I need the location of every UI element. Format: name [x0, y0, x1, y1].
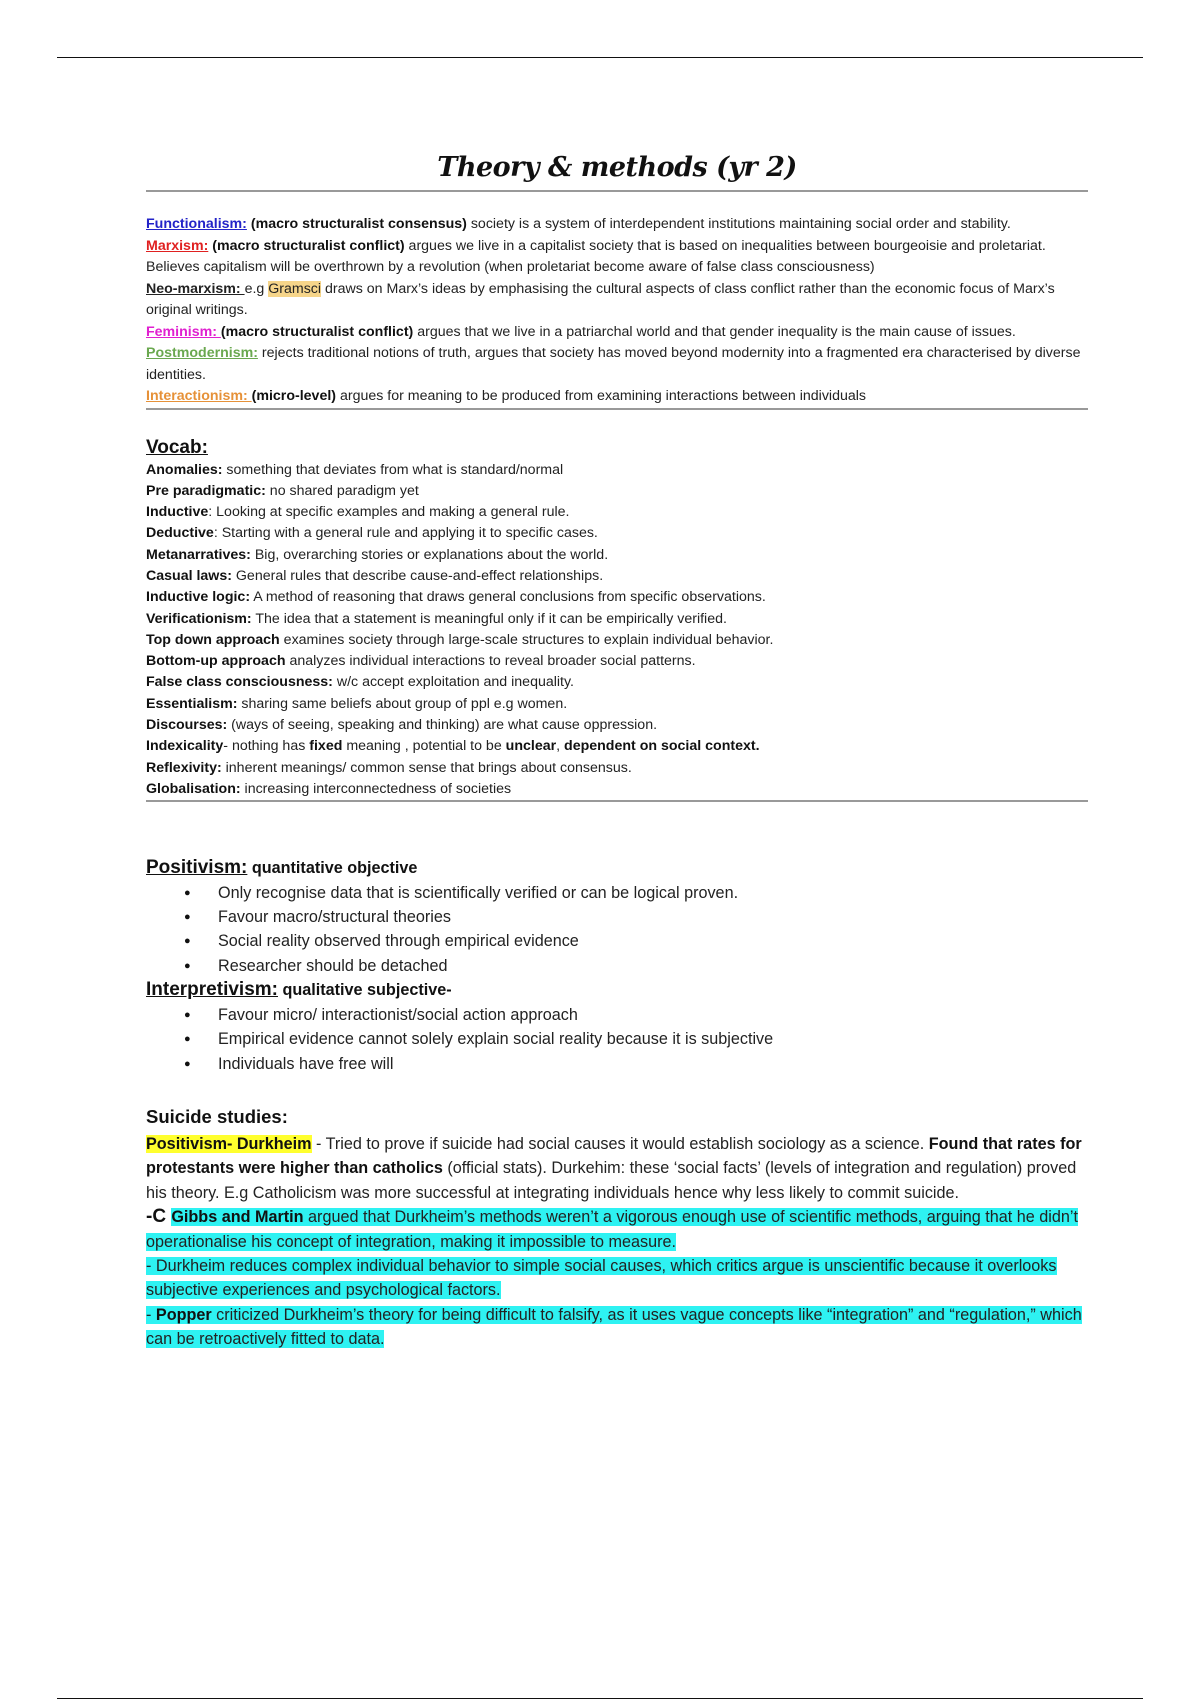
suicide-heading: Suicide studies: [146, 1105, 288, 1127]
theory-functionalism [146, 214, 1088, 236]
vocab-term: Deductive [146, 525, 214, 542]
title-divider [146, 190, 1088, 192]
approaches-section [146, 856, 1088, 1076]
vocab-list [146, 460, 1088, 801]
interpretivism-sub: qualitative subjective- [277, 981, 452, 1000]
criticism-3-dash: - [146, 1305, 156, 1324]
vocab-term: Bottom-up approach [146, 653, 286, 670]
vocab-item [146, 609, 1088, 630]
vocab-term: Top down approach [146, 631, 280, 648]
theory-name: Marxism: [146, 237, 209, 254]
vocab-definition: no shared paradigm yet [265, 482, 419, 499]
vocab-definition: examines society through large-scale structures to explain individual behavior. [279, 631, 774, 648]
theory-name: Functionalism: [146, 216, 247, 232]
positivism-heading: Positivism: [146, 857, 248, 879]
vocab-section [146, 436, 1088, 801]
vocab-definition: inherent meanings/ common sense that brings about consensus. [221, 759, 632, 776]
vocab-definition: unclear [505, 738, 557, 755]
vocab-definition: : Looking at specific examples and making a general rule. [208, 504, 570, 521]
vocab-term: Reflexivity: [146, 759, 222, 776]
vocab-definition: The idea that a statement is meaningful only if it can be empirically verified. [251, 610, 727, 627]
vocab-item [146, 523, 1088, 544]
vocab-item [146, 758, 1088, 779]
vocab-heading: Vocab: [146, 436, 208, 458]
suicide-section [146, 1104, 1088, 1352]
vocab-term: Casual laws: [146, 567, 232, 584]
popper: Popper [155, 1305, 212, 1324]
theories-section [146, 214, 1088, 408]
vocab-item [146, 587, 1088, 608]
theory-interactionism [146, 386, 1088, 408]
vocab-definition: General rules that describe cause-and-effect relationships. [231, 567, 604, 584]
vocab-term: Metanarratives: [146, 546, 251, 563]
highlight-gramsci: Gramsci [268, 280, 322, 297]
positivism-bullet: ● Researcher should be detached [146, 954, 1088, 978]
vocab-term: Globalisation: [146, 780, 241, 797]
durkheim-label: Positivism- Durkheim [146, 1134, 312, 1153]
theory-marxism [146, 236, 1088, 279]
vocab-definition: sharing same beliefs about group of ppl e.g women. [237, 695, 568, 712]
vocab-definition: (ways of seeing, speaking and thinking) are what cause oppression. [227, 717, 658, 734]
theory-tag: (macro structuralist consensus) [250, 216, 467, 232]
positivism-list [146, 881, 1088, 979]
vocab-item [146, 630, 1088, 651]
page-top-rule [57, 57, 1143, 58]
theory-prefix: e.g [244, 280, 269, 297]
vocab-item [146, 460, 1088, 481]
vocab-term: Indexicality [146, 738, 224, 755]
criticism-marker: -C [146, 1206, 172, 1228]
vocab-term: Inductive logic: [146, 589, 251, 606]
vocab-term: False class consciousness: [146, 674, 333, 691]
vocab-definition: Big, overarching stories or explanations about the world. [250, 546, 609, 563]
theory-text: argues we live in a capitalist society that is based on inequalities between bourgeoisie and proletariat. Believes capitalism will be overthrown by a revolution (when proletariat become aware of false class consciousness) [146, 237, 1046, 275]
durkheim-text-cont: (official stats). Durkehim: these ‘social facts’ (levels of integration and regulation) proved his theory. E.g Catholicism was more successful at integrating individuals hence why less likely to commit suicide. [146, 1159, 1077, 1202]
gibbs-martin: Gibbs and Martin [171, 1208, 304, 1227]
vocab-item [146, 651, 1088, 672]
document-body [146, 146, 1088, 1352]
theory-name: Feminism: [146, 323, 221, 340]
theory-text: rejects traditional notions of truth, argues that society has moved beyond modernity into a fragmented era characterised by diverse identities. [146, 345, 1081, 383]
theory-name: Postmodernism: [146, 345, 258, 361]
vocab-item [146, 779, 1088, 800]
document-title: Theory & methods (yr 2) [437, 152, 797, 183]
positivism-sub: quantitative objective [247, 859, 418, 878]
theories-divider [146, 408, 1088, 410]
interpretivism-bullet: ● Empirical evidence cannot solely explain social reality because it is subjective [146, 1027, 1088, 1051]
vocab-term: Inductive [146, 504, 209, 521]
vocab-definition: fixed [309, 738, 343, 755]
criticism-1-text: argued that Durkheim’s methods weren’t a vigorous enough use of scientific methods, arguing that he didn’t operationalise his concept of integration, making it impossible to measure. [146, 1208, 1079, 1251]
vocab-definition: : Starting with a general rule and applying it to specific cases. [213, 525, 598, 542]
vocab-definition: analyzes individual interactions to reveal broader social patterns. [285, 653, 696, 670]
vocab-item [146, 502, 1088, 523]
vocab-item [146, 672, 1088, 693]
vocab-term: Essentialism: [146, 695, 238, 712]
interpretivism-heading-line [146, 978, 1088, 1002]
positivism-bullet: ● Favour macro/structural theories [146, 905, 1088, 929]
theory-text: draws on Marx’s ideas by emphasising the cultural aspects of class conflict rather than the economic focus of Marx’s original writings. [146, 280, 1055, 318]
positivism-bullet: ● Social reality observed through empirical evidence [146, 929, 1088, 953]
vocab-definition: w/c accept exploitation and inequality. [332, 674, 574, 691]
interpretivism-bullet: ● Individuals have free will [146, 1052, 1088, 1076]
vocab-term: Anomalies: [146, 461, 223, 478]
page-bottom-rule [57, 1698, 1143, 1699]
vocab-definition: something that deviates from what is standard/normal [222, 461, 564, 478]
vocab-definition: meaning , potential to be [342, 738, 506, 755]
criticism-3-text: criticized Durkheim’s theory for being difficult to falsify, as it uses vague concepts like “integration” and “regulation,” which can be retroactively fitted to data. [146, 1305, 1082, 1349]
vocab-item [146, 694, 1088, 715]
theory-tag: (micro-level) [251, 388, 337, 404]
interpretivism-bullet: ● Favour micro/ interactionist/social action approach [146, 1003, 1088, 1027]
theory-text: society is a system of interdependent institutions maintaining social order and stability. [466, 216, 1011, 232]
vocab-item [146, 545, 1088, 566]
vocab-item [146, 715, 1088, 736]
vocab-item [146, 566, 1088, 587]
criticism-1 [146, 1205, 1088, 1254]
durkheim-finding: Found that rates for protestants were higher than catholics [146, 1134, 1082, 1178]
theory-text: argues that we live in a patriarchal world and that gender inequality is the main cause of issues. [413, 323, 1016, 340]
interpretivism-heading: Interpretivism: [146, 979, 278, 1001]
vocab-divider [146, 800, 1088, 802]
criticism-2 [146, 1254, 1088, 1303]
durkheim-paragraph [146, 1132, 1088, 1205]
durkheim-text: - Tried to prove if suicide had social causes it would establish sociology as a science. [311, 1134, 929, 1153]
criticism-3 [146, 1303, 1088, 1352]
vocab-definition: A method of reasoning that draws general conclusions from specific observations. [250, 589, 766, 606]
interpretivism-list [146, 1003, 1088, 1076]
vocab-term: Discourses: [146, 717, 228, 734]
vocab-definition: - nothing has [223, 738, 310, 755]
criticism-2-text: - Durkheim reduces complex individual behavior to simple social causes, which critics argue is unscientific because it overlooks subjective experiences and psychological factors. [146, 1256, 1057, 1300]
theory-neo-marxism [146, 279, 1088, 322]
vocab-definition: dependent on social context. [564, 738, 760, 755]
theory-tag: (macro structuralist conflict) [212, 237, 405, 254]
positivism-bullet: ● Only recognise data that is scientifically verified or can be logical proven. [146, 881, 1088, 905]
vocab-term: Pre paradigmatic: [146, 482, 266, 499]
theory-name: Interactionism: [146, 388, 252, 404]
vocab-definition: , [556, 738, 565, 755]
theory-name: Neo-marxism: [146, 280, 245, 297]
theory-tag: (macro structuralist conflict) [220, 323, 414, 340]
vocab-item [146, 481, 1088, 502]
theory-text: argues for meaning to be produced from examining interactions between individuals [336, 388, 866, 404]
positivism-heading-line [146, 856, 1088, 880]
theory-postmodernism [146, 343, 1088, 386]
vocab-definition: increasing interconnectedness of societies [240, 780, 512, 797]
vocab-item [146, 736, 1088, 757]
vocab-term: Verificationism: [146, 610, 252, 627]
theory-feminism [146, 322, 1088, 344]
